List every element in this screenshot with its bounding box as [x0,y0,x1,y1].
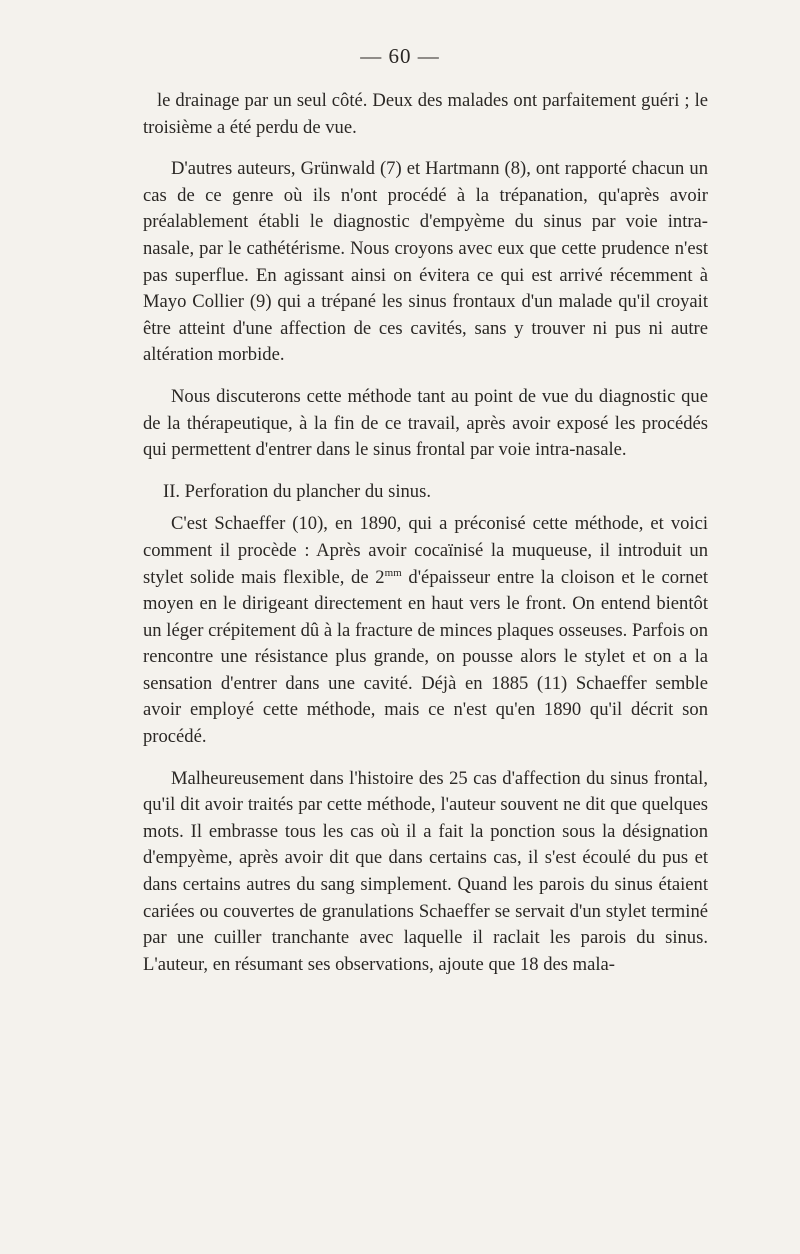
schaeffer-text-part-1: C'est Schaeffer (10), en 1890, qui a préconisé cette méthode, et voici comment il procède : Après avoir cocaïnisé la muqueuse, il introduit un stylet solide mais flexible, de 2 [143,513,708,588]
paragraph-schaeffer-method [143,511,708,750]
paragraph-continuation: le drainage par un seul côté. Deux des malades ont parfaitement guéri ; le troisième a été perdu de vue. [143,90,708,138]
page-number: — 60 — [360,44,440,68]
paragraph-other-authors: D'autres auteurs, Grünwald (7) et Hartmann (8), ont rapporté chacun un cas de ce genre où ils n'ont procédé à la trépanation, qu'après avoir préalablement établi le diagnostic d'empyème du sinus par voie intra-nasale, par le cathétérisme. Nous croyons avec eux que cette prudence n'est pas superflue. En agissant ainsi on évitera ce qui est arrivé récemment à Mayo Collier (9) qui a trépané les sinus frontaux d'un malade qu'il croyait être atteint d'une affection de ces cavités, sans y trouver ni pus ni autre altération morbide. [143,158,708,366]
paragraph-case-histories: Malheureusement dans l'histoire des 25 cas d'affection du sinus frontal, qu'il dit avoir traités par cette méthode, l'auteur souvent ne dit que quelques mots. Il embrasse tous les cas où il a fait la ponction sous la désignation d'empyème, après avoir dit que dans certains cas, il s'est écoulé du pus et dans certains autres du sang simplement. Quand les parois du sinus étaient cariées ou couvertes de granulations Schaeffer se servait d'un stylet terminé par une cuiller tranchante avec laquelle il raclait les parois du sinus. L'auteur, en résumant ses observations, ajoute que 18 des mala- [143,767,708,975]
schaeffer-text-part-2: d'épaisseur entre la cloison et le cornet moyen en le dirigeant directement en haut vers le front. On entend bientôt un léger crépitement dû à la fracture de minces plaques osseuses. Parfois on rencontre une résistance plus grande, on pousse alors le stylet et on a la sensation d'entrer dans une cavité. Déjà en 1885 (11) Schaeffer semble avoir employé cette méthode, mais ce n'est qu'en 1890 qu'il décrit son procédé. [143,566,709,748]
section-heading: II. Perforation du plancher du sinus. [163,480,431,502]
millimeter-superscript: mm [384,566,402,579]
paragraph-discussion: Nous discuterons cette méthode tant au point de vue du diagnostic que de la thérapeutique, à la fin de ce travail, après avoir exposé les procédés qui permettent d'entrer dans le sinus frontal par voie intra-nasale. [143,385,708,461]
body-text [143,88,708,978]
